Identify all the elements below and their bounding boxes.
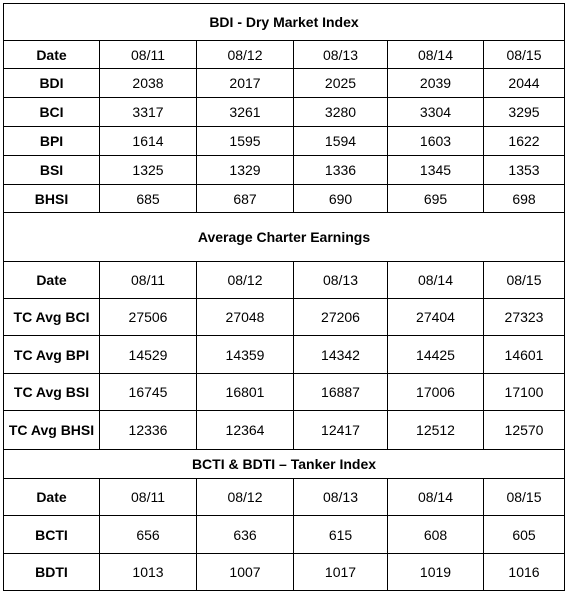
row-label-cell: TC Avg BHSI xyxy=(4,411,100,450)
table-row xyxy=(4,69,565,98)
row-label-cell: BHSI xyxy=(4,185,100,213)
value-cell: 2025 xyxy=(294,69,388,98)
table-row xyxy=(4,554,565,591)
value-cell: 605 xyxy=(484,516,565,554)
value-cell: 16745 xyxy=(100,374,197,411)
value-cell: 2038 xyxy=(100,69,197,98)
header-date-cell: 08/15 xyxy=(484,479,565,516)
value-cell: 687 xyxy=(197,185,294,213)
value-cell: 695 xyxy=(388,185,484,213)
tanker-header-row xyxy=(4,479,565,516)
value-cell: 1595 xyxy=(197,127,294,156)
row-label-cell: TC Avg BPI xyxy=(4,336,100,374)
value-cell: 1336 xyxy=(294,156,388,185)
value-cell: 12364 xyxy=(197,411,294,450)
value-cell: 1019 xyxy=(388,554,484,591)
row-label-cell: TC Avg BSI xyxy=(4,374,100,411)
value-cell: 3295 xyxy=(484,98,565,127)
value-cell: 1013 xyxy=(100,554,197,591)
value-cell: 27048 xyxy=(197,299,294,336)
value-cell: 1007 xyxy=(197,554,294,591)
value-cell: 27206 xyxy=(294,299,388,336)
value-cell: 12570 xyxy=(484,411,565,450)
row-label-cell: TC Avg BCI xyxy=(4,299,100,336)
value-cell: 3317 xyxy=(100,98,197,127)
value-cell: 2017 xyxy=(197,69,294,98)
value-cell: 17006 xyxy=(388,374,484,411)
header-date-cell: 08/14 xyxy=(388,41,484,69)
value-cell: 27404 xyxy=(388,299,484,336)
table-row xyxy=(4,98,565,127)
table-row xyxy=(4,299,565,336)
table-row xyxy=(4,127,565,156)
header-date-cell: 08/12 xyxy=(197,262,294,299)
value-cell: 1325 xyxy=(100,156,197,185)
header-date-cell: 08/15 xyxy=(484,41,565,69)
value-cell: 1345 xyxy=(388,156,484,185)
header-date-cell: 08/15 xyxy=(484,262,565,299)
value-cell: 1622 xyxy=(484,127,565,156)
table-row xyxy=(4,336,565,374)
table-row xyxy=(4,185,565,213)
value-cell: 27323 xyxy=(484,299,565,336)
value-cell: 12417 xyxy=(294,411,388,450)
value-cell: 690 xyxy=(294,185,388,213)
header-date-cell: 08/12 xyxy=(197,41,294,69)
value-cell: 27506 xyxy=(100,299,197,336)
value-cell: 608 xyxy=(388,516,484,554)
dry-market-title: BDI - Dry Market Index xyxy=(4,4,565,41)
value-cell: 3261 xyxy=(197,98,294,127)
header-date-cell: 08/12 xyxy=(197,479,294,516)
value-cell: 656 xyxy=(100,516,197,554)
value-cell: 16887 xyxy=(294,374,388,411)
tanker-title-row xyxy=(4,450,565,479)
value-cell: 14529 xyxy=(100,336,197,374)
row-label-cell: BCI xyxy=(4,98,100,127)
value-cell: 615 xyxy=(294,516,388,554)
header-date-cell: 08/14 xyxy=(388,262,484,299)
table-row xyxy=(4,374,565,411)
header-label-cell: Date xyxy=(4,479,100,516)
value-cell: 14359 xyxy=(197,336,294,374)
row-label-cell: BDI xyxy=(4,69,100,98)
header-date-cell: 08/11 xyxy=(100,262,197,299)
header-date-cell: 08/14 xyxy=(388,479,484,516)
value-cell: 685 xyxy=(100,185,197,213)
row-label-cell: BCTI xyxy=(4,516,100,554)
value-cell: 2044 xyxy=(484,69,565,98)
row-label-cell: BSI xyxy=(4,156,100,185)
tanker-title: BCTI & BDTI – Tanker Index xyxy=(4,450,565,479)
value-cell: 3280 xyxy=(294,98,388,127)
value-cell: 636 xyxy=(197,516,294,554)
header-date-cell: 08/13 xyxy=(294,41,388,69)
value-cell: 14425 xyxy=(388,336,484,374)
charter-earnings-title-row xyxy=(4,213,565,262)
value-cell: 1016 xyxy=(484,554,565,591)
value-cell: 1329 xyxy=(197,156,294,185)
header-date-cell: 08/11 xyxy=(100,41,197,69)
charter-earnings-title: Average Charter Earnings xyxy=(4,213,565,262)
value-cell: 1614 xyxy=(100,127,197,156)
dry-market-header-row xyxy=(4,41,565,69)
table-row xyxy=(4,156,565,185)
value-cell: 3304 xyxy=(388,98,484,127)
value-cell: 12336 xyxy=(100,411,197,450)
value-cell: 1353 xyxy=(484,156,565,185)
value-cell: 1594 xyxy=(294,127,388,156)
value-cell: 698 xyxy=(484,185,565,213)
header-date-cell: 08/13 xyxy=(294,262,388,299)
table-row xyxy=(4,516,565,554)
shipping-index-table xyxy=(3,3,565,591)
dry-market-title-row xyxy=(4,4,565,41)
header-date-cell: 08/11 xyxy=(100,479,197,516)
value-cell: 2039 xyxy=(388,69,484,98)
value-cell: 14342 xyxy=(294,336,388,374)
value-cell: 16801 xyxy=(197,374,294,411)
row-label-cell: BDTI xyxy=(4,554,100,591)
table-row xyxy=(4,411,565,450)
value-cell: 1017 xyxy=(294,554,388,591)
value-cell: 1603 xyxy=(388,127,484,156)
header-label-cell: Date xyxy=(4,41,100,69)
header-date-cell: 08/13 xyxy=(294,479,388,516)
value-cell: 12512 xyxy=(388,411,484,450)
row-label-cell: BPI xyxy=(4,127,100,156)
value-cell: 17100 xyxy=(484,374,565,411)
value-cell: 14601 xyxy=(484,336,565,374)
header-label-cell: Date xyxy=(4,262,100,299)
charter-earnings-header-row xyxy=(4,262,565,299)
